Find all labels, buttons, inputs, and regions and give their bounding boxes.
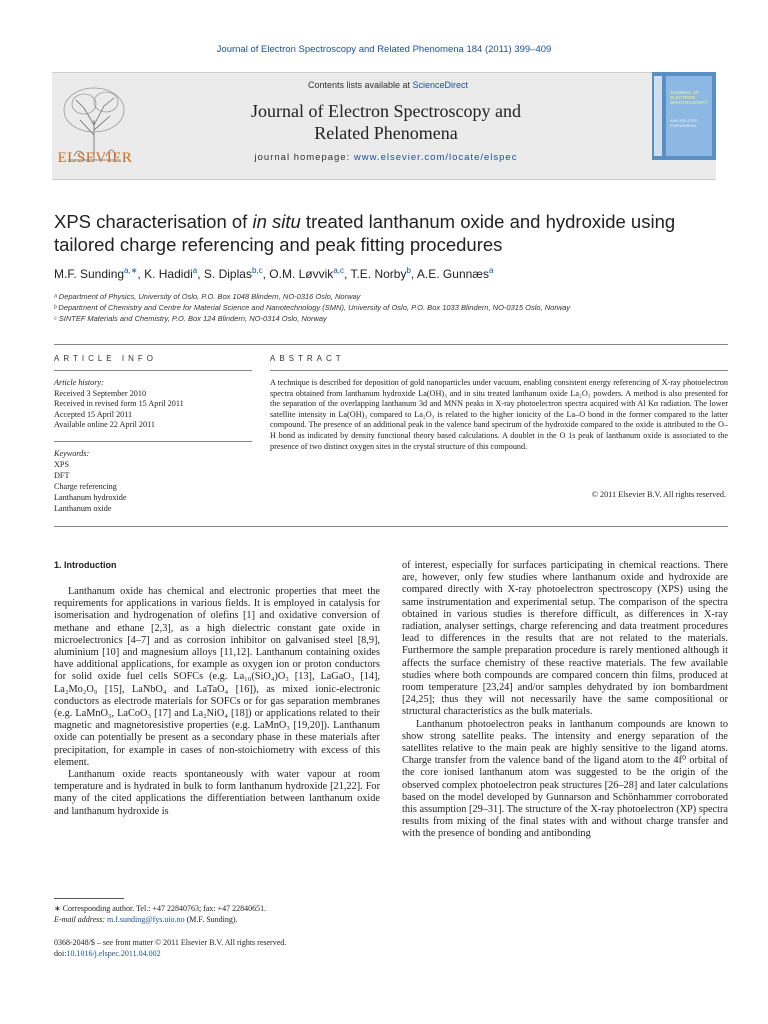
keyword: Lanthanum oxide: [54, 504, 112, 513]
body-column-right: [402, 560, 728, 841]
doi-link[interactable]: 10.1016/j.elspec.2011.04.002: [66, 949, 161, 958]
affiliation: ᶜ SINTEF Materials and Chemistry, P.O. Box 124 Blindern, NO-0314 Oslo, Norway: [54, 314, 327, 323]
keyword: Lanthanum hydroxide: [54, 493, 127, 502]
email-link[interactable]: m.f.sunding@fys.uio.no: [107, 914, 185, 924]
title-part2: treated lanthanum oxide and hydroxide using tailored charge referencing and peak fitting procedures: [54, 211, 676, 255]
article-history: [54, 378, 254, 431]
title-part1: XPS characterisation of: [54, 211, 253, 232]
homepage-prefix: journal homepage:: [254, 152, 354, 163]
paragraph: Lanthanum photoelectron peaks in lanthanum compounds are known to show strong satellite peaks. The intensity and energy separation of the satellites relative to the main peak are highly sensitive to the ligand atoms. Charge transfer from the valence band of the ligand atom to the 4f⁰ orbital of the core ionised lanthanum atom was suggested to be the origin of the observed complex photoelectron peak structures [26–28] and later calculations based on the model developed by Gunnarson and Schönhammer corroborated this assumption [29–31]. The structure of the X-ray photoelectron (XP) spectra results from mixing of the final states with and without charge transfer and with the presence of bonding and antibonding: [402, 718, 728, 840]
divider: [54, 526, 728, 527]
paragraph: Lanthanum oxide has chemical and electronic properties that meet the requirements for applications in various fields. It is employed in catalysis for isomerisation and hydrogenation of olefins [1] and oxidative conversion of methane and ethane [2,3], as a high dielectric constant gate oxide in microelectronics [4–7] and as corrosion inhibitor on galvanised steel [8,9], aluminium [10] and magnesium alloys [11,12]. Lanthanum containing oxides have additional applications, for example as oxygen ion or proton conductors for solid oxide fuel cells SOFCs (e.g. La₁₀(SiO₄)O₃ [13], LaGaO₃ [14], La₂Mo₂O₉ [15], LaNbO₄ and LaTaO₄ [16]), as mixed ionic-electronic conductors as electrode materials for SOFCs or for gas separation membranes (e.g. LaMnO₃, LaCoO₃ [17] and La₂NiO₄ [18]) or applications related to their magnetic and magnetoresistive properties (e.g. LaMnO₃ [19,20]). Lanthanum oxide can potentially be present as a secondary phase in these materials after precipitation, for example in cases of non-stoichiometry with excess of this element.: [54, 586, 380, 768]
body-column-left: [54, 586, 380, 818]
issn-line: 0368-2048/$ – see front matter © 2011 Elsevier B.V. All rights reserved.: [54, 938, 287, 947]
history-item: Available online 22 April 2011: [54, 420, 155, 430]
author[interactable]: A.E. Gunnæs$^a$: [416, 266, 494, 281]
divider: [270, 370, 728, 371]
journal-cover-image: [652, 72, 716, 160]
contents-line: [238, 80, 538, 90]
cover-subtitle: AND RELATED PHENOMENA: [670, 118, 698, 128]
front-matter: [54, 937, 384, 959]
copyright-notice: © 2011 Elsevier B.V. All rights reserved.: [591, 490, 726, 499]
author[interactable]: T.E. Norby$^b$,: [350, 266, 417, 281]
contents-prefix: Contents lists available at: [307, 80, 413, 90]
footnote-rule: [54, 898, 124, 899]
author[interactable]: K. Hadidi$^a$,: [144, 266, 204, 281]
affiliation: ᵇ Department of Chemistry and Centre for Material Science and Nanotechnology (SMN), University of Oslo, P.O. Box 1033 Blindern, NO-0315 Oslo, Norway: [54, 303, 571, 312]
journal-reference-link[interactable]: Journal of Electron Spectroscopy and Related Phenomena 184 (2011) 399–409: [216, 44, 552, 55]
corresponding-author-footnote: [54, 904, 384, 925]
author[interactable]: S. Diplas$^{b,c}$,: [203, 266, 270, 281]
journal-homepage: [200, 152, 572, 163]
divider: [54, 344, 728, 345]
title-italic: in situ: [252, 211, 301, 232]
author-list: [54, 266, 734, 281]
corresponding-author: ∗ Corresponding author. Tel.: +47 22840763; fax: +47 22840651.: [54, 904, 267, 913]
divider: [54, 370, 252, 371]
email-line: [54, 915, 384, 926]
section-heading-introduction: 1. Introduction: [54, 560, 117, 570]
homepage-url-link[interactable]: www.elsevier.com/locate/elspec: [353, 152, 518, 163]
affiliation: ᵃ Department of Physics, University of Oslo, P.O. Box 1048 Blindern, NO-0316 Oslo, Norway: [54, 292, 361, 301]
history-item: Received 3 September 2010: [54, 388, 147, 398]
paragraph: of interest, especially for surfaces participating in chemical reactions. There are, however, only few studies where lanthanum oxide and hydroxide are compared directly with X-ray photoelectron spectroscopy (XPS) using the same instrumentation and experimental setup. The comparison of the spectra obtained in various studies is therefore difficult, as differences in X-ray radiation, analyser settings, charge referencing and data treatment procedures lead to differences in the results that are not related to the materials. Furthermore the sample preparation procedure is rarely mentioned although it affects the surface chemistry of these reactive materials. The few available studies where both compounds are compared concern thin films, produced at room temperature [23,24] and/or samples dehydrated by ion bombardment [24,25]; thus they will not necessarily have the same compositional or structural characteristics as the bulk materials.: [402, 560, 728, 718]
keywords-label: Keywords:: [54, 449, 90, 458]
doi-prefix: doi:: [54, 949, 67, 958]
history-label: Article history:: [54, 378, 104, 387]
cover-panel: [666, 76, 712, 156]
keyword: Charge referencing: [54, 482, 117, 491]
email-suffix: (M.F. Sunding).: [184, 914, 238, 924]
keywords: [54, 448, 254, 514]
keyword: DFT: [54, 471, 70, 480]
abstract-text: A technique is described for deposition of gold nanoparticles under vacuum, enabling consistent energy referencing of X-ray photoelectron spectra obtained from lanthanum hydroxide La(OH)₃ and in situ treated lanthanum oxide La₂O₃ powders. A method is also presented for the separation of the overlapping lanthanum 3d and MNN peaks in X-ray photoelectron spectra acquired with Al Kα radiation. The lower satellite intensity in La(OH)₃ compared to La₂O₃ is related to the higher ionicity of the La–O bond in the former compared to the latter compound. The presence of an additional peak in the valence band spectrum of the hydroxide compared to the oxide is attributed to the O–H bond as indicated by density functional theory based calculations. A doublet in the O 1s peak of lanthanum oxide is associated to the presence of two distinct oxygen sites in the crystal structure of this compound.: [270, 378, 728, 451]
author[interactable]: M.F. Sunding$^{a,∗}$,: [54, 266, 145, 281]
abstract-heading: ABSTRACT: [270, 354, 345, 363]
publisher-name: ELSEVIER: [57, 150, 133, 166]
cover-title: JOURNAL OF ELECTRON SPECTROSCOPY: [670, 90, 708, 105]
journal-title-line2: Related Phenomena: [314, 123, 458, 143]
author[interactable]: O.M. Løvvik$^{a,c}$,: [269, 266, 351, 281]
keyword: XPS: [54, 460, 70, 469]
journal-title-line1: Journal of Electron Spectroscopy and: [251, 101, 521, 121]
journal-title: [200, 100, 572, 144]
doi-line: [54, 948, 384, 959]
affiliations: [54, 291, 734, 324]
paragraph: Lanthanum oxide reacts spontaneously with water vapour at room temperature and is hydrated in bulk to form lanthanum hydroxide [21,22]. For many of the cited applications the differentiation between lanthanum oxide and lanthanum hydroxide is: [54, 769, 380, 817]
paper-title: [54, 210, 734, 256]
sciencedirect-link[interactable]: ScienceDirect: [412, 80, 469, 90]
history-item: Accepted 15 April 2011: [54, 409, 133, 419]
divider: [54, 441, 252, 442]
article-info-heading: ARTICLE INFO: [54, 354, 157, 363]
history-item: Received in revised form 15 April 2011: [54, 399, 184, 409]
email-label: E-mail address:: [54, 914, 108, 924]
cover-strip: [654, 76, 662, 156]
